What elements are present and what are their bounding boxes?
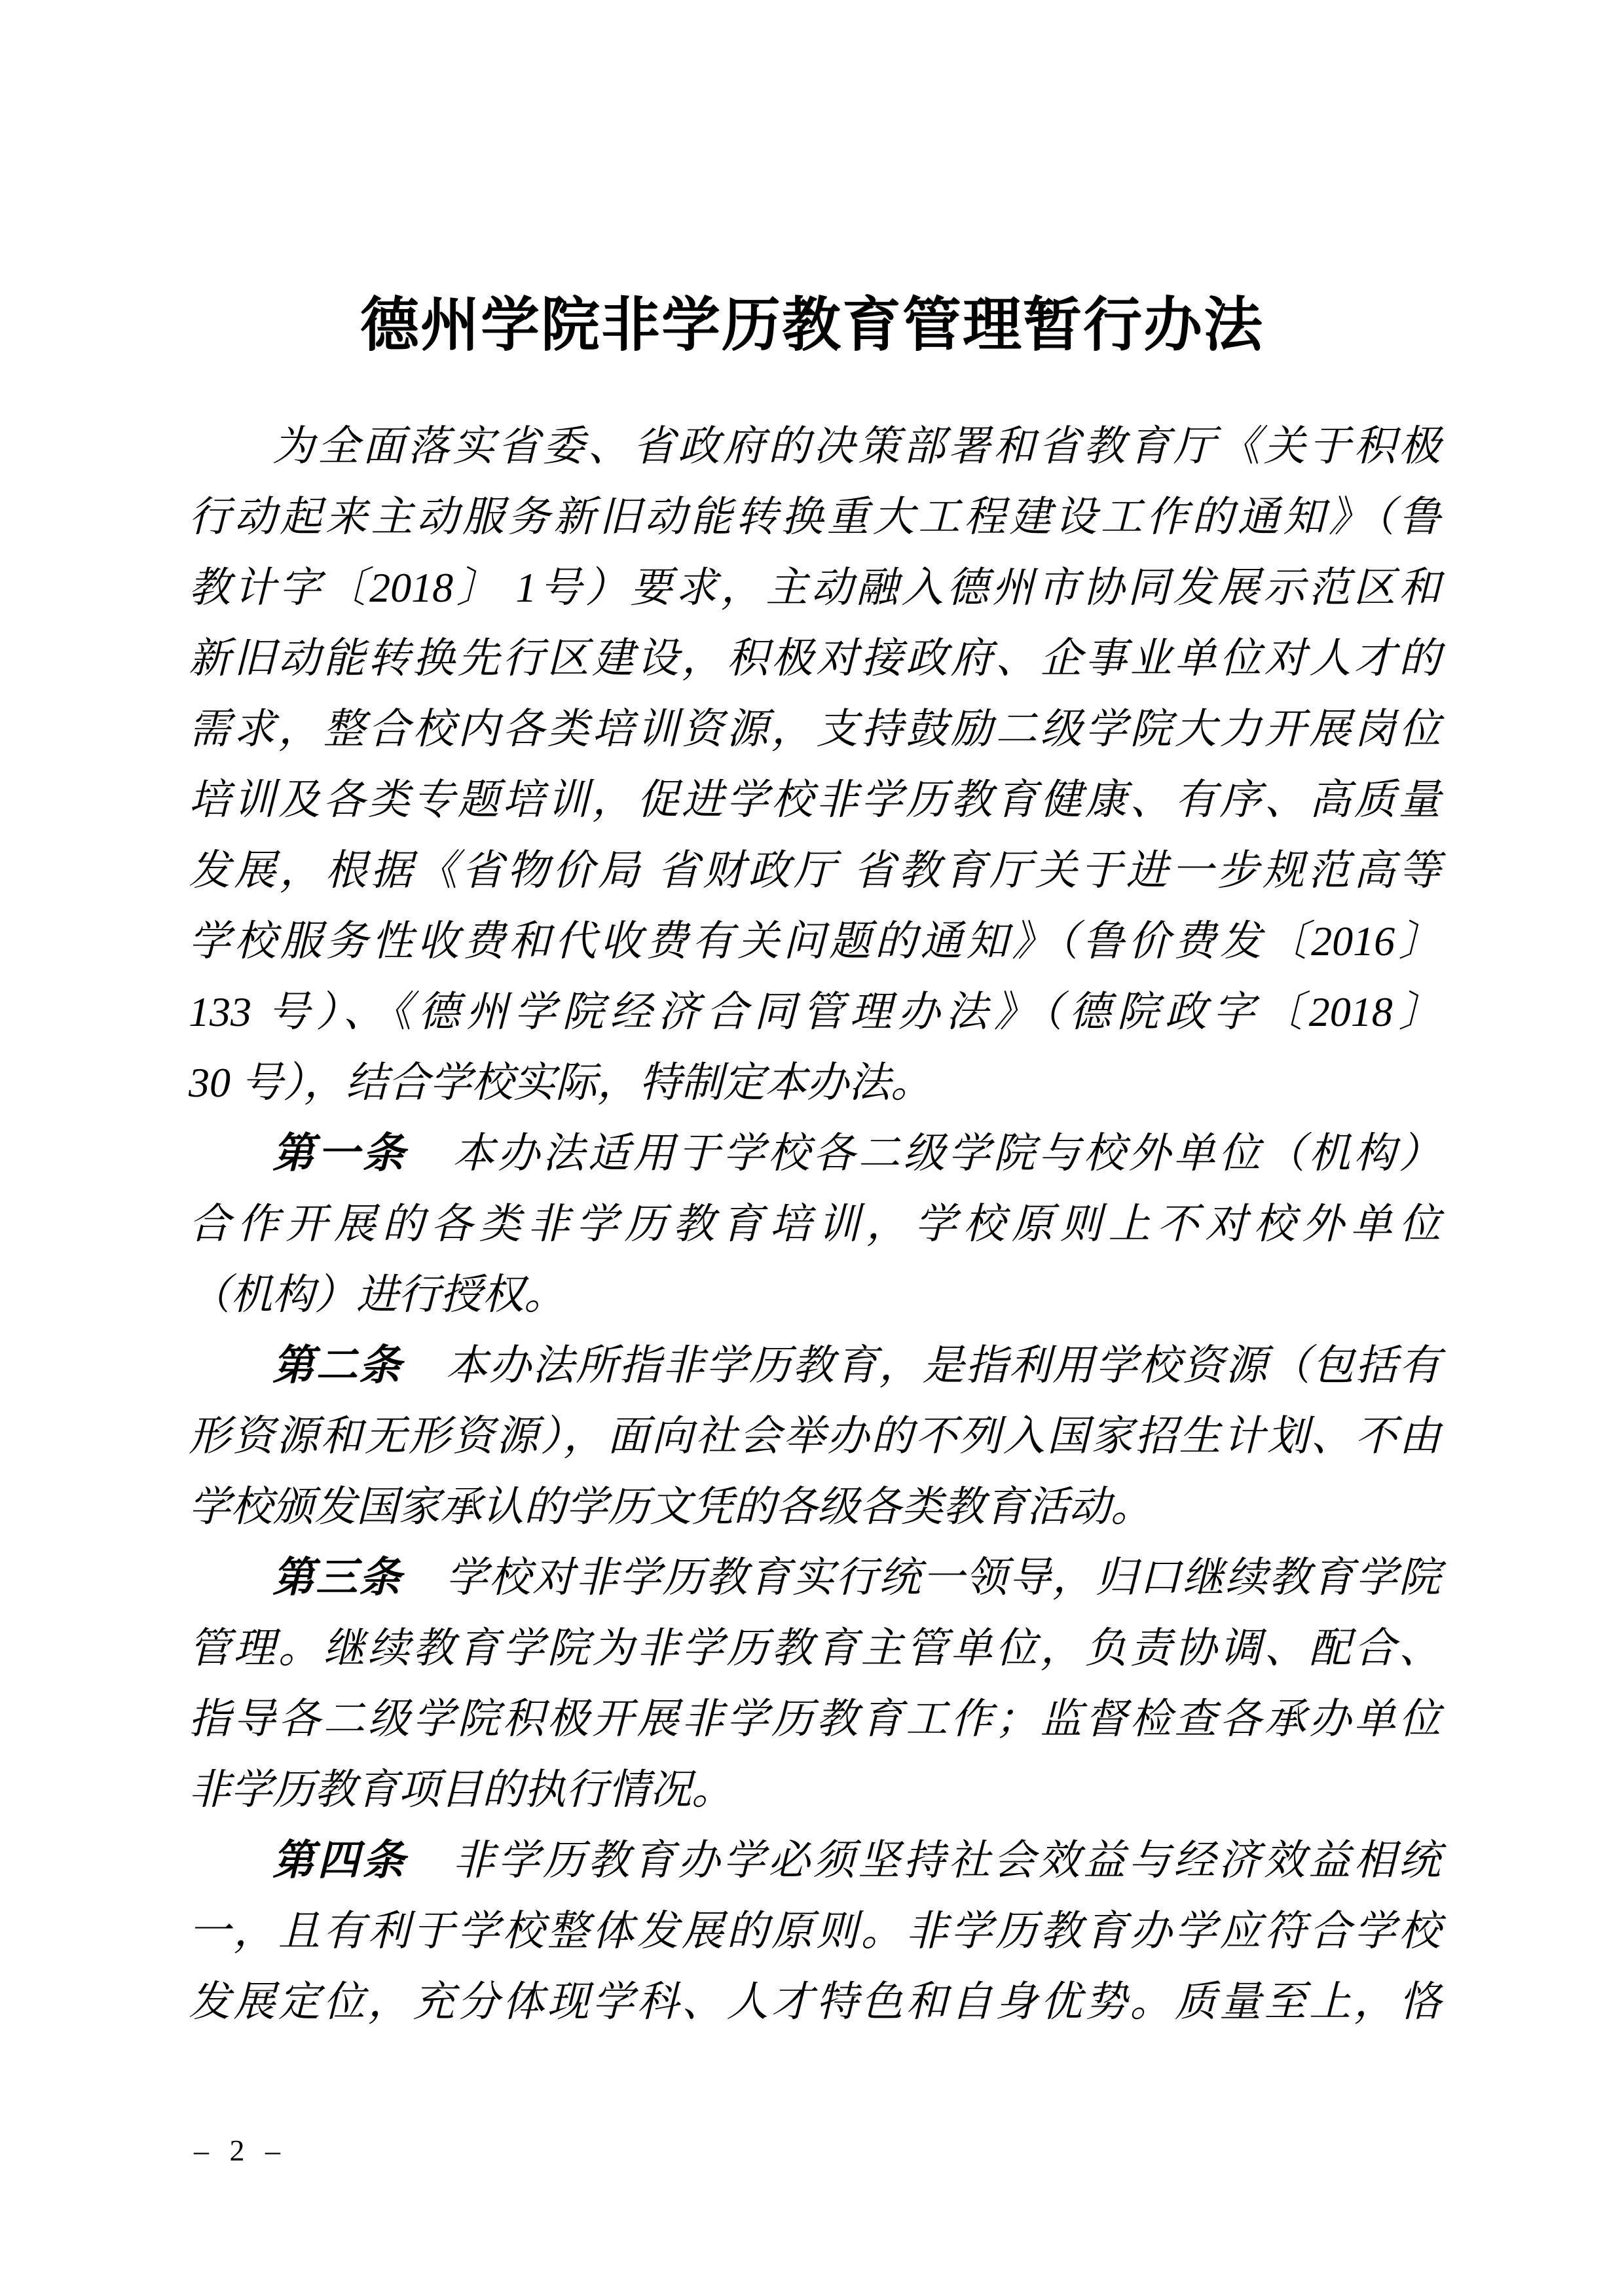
- text-segment: 学校颁发国家承认的学历文凭的各级各类教育活动。: [189, 1484, 1153, 1530]
- text-line: [189, 482, 1441, 553]
- text-segment: 形资源和无形资源），面向社会举办的不列入国家招生计划、不由: [189, 1413, 1441, 1459]
- text-segment: 行动起来主动服务新旧动能转换重大工程建设工作的通知》（鲁: [189, 494, 1441, 540]
- text-line: [189, 1330, 1441, 1401]
- text-line: [189, 1118, 1441, 1189]
- text-line: [189, 765, 1441, 835]
- text-segment: 指导各二级学院积极开展非学历教育工作；监督检查各承办单位: [189, 1696, 1441, 1742]
- text-line: [189, 553, 1441, 623]
- text-segment: 需求，整合校内各类培训资源，支持鼓励二级学院大力开展岗位: [189, 706, 1441, 752]
- text-segment: 为全面落实省委、省政府的决策部署和省教育厅《关于积极: [272, 423, 1441, 469]
- text-segment: 一，且有利于学校整体发展的原则。非学历教育办学应符合学校: [189, 1908, 1441, 1954]
- text-segment: 非学历教育项目的执行情况。: [189, 1766, 733, 1813]
- text-segment: 非学历教育办学必须坚持社会效益与经济效益相统: [407, 1837, 1441, 1884]
- text-line: [189, 977, 1441, 1048]
- text-segment: 发展定位，充分体现学科、人才特色和自身优势。质量至上，恪: [189, 1978, 1441, 2025]
- text-line: [189, 1472, 1441, 1542]
- text-segment: 教计字〔2018〕 1号）要求，主动融入德州市协同发展示范区和: [189, 564, 1441, 611]
- text-segment: 133 号）、《德州学院经济合同管理办法》（德院政字〔2018〕: [189, 989, 1441, 1035]
- article-number: 第四条: [272, 1837, 408, 1884]
- text-line: [189, 1613, 1441, 1684]
- text-line: [189, 694, 1441, 765]
- text-line: [189, 1048, 1441, 1118]
- document-body: [189, 411, 1441, 2037]
- text-line: [189, 1260, 1441, 1330]
- text-line: [189, 1542, 1441, 1613]
- text-segment: 学校服务性收费和代收费有关问题的通知》（鲁价费发〔2016〕: [189, 918, 1441, 964]
- text-line: [189, 1189, 1441, 1260]
- text-line: [189, 1825, 1441, 1896]
- text-segment: 合作开展的各类非学历教育培训，学校原则上不对校外单位: [189, 1201, 1441, 1247]
- text-line: [189, 623, 1441, 694]
- article-number: 第二条: [272, 1342, 403, 1389]
- text-segment: 管理。继续教育学院为非学历教育主管单位，负责协调、配合、: [189, 1625, 1441, 1671]
- text-segment: 培训及各类专题培训，促进学校非学历教育健康、有序、高质量: [189, 776, 1441, 823]
- text-line: [189, 1401, 1441, 1472]
- document-title: 德州学院非学历教育管理暂行办法: [360, 293, 1264, 358]
- text-line: [189, 1755, 1441, 1825]
- article-number: 第一条: [272, 1130, 408, 1176]
- text-segment: （机构）进行授权。: [189, 1271, 566, 1318]
- text-line: [189, 835, 1441, 906]
- article-number: 第三条: [272, 1554, 403, 1601]
- text-line: [189, 1896, 1441, 1967]
- text-line: [189, 906, 1441, 977]
- text-segment: 本办法适用于学校各二级学院与校外单位（机构）: [407, 1130, 1441, 1176]
- text-line: [189, 1967, 1441, 2037]
- text-line: [189, 1684, 1441, 1755]
- text-line: [189, 411, 1441, 482]
- text-segment: 30 号），结合学校实际，特制定本办法。: [189, 1059, 932, 1106]
- text-segment: 本办法所指非学历教育，是指利用学校资源（包括有: [402, 1342, 1441, 1389]
- text-segment: 学校对非学历教育实行统一领导，归口继续教育学院: [402, 1554, 1441, 1601]
- page-number: – 2 –: [194, 2134, 287, 2167]
- text-segment: 新旧动能转换先行区建设，积极对接政府、企事业单位对人才的: [189, 635, 1441, 682]
- text-segment: 发展，根据《省物价局 省财政厅 省教育厅关于进一步规范高等: [189, 847, 1441, 894]
